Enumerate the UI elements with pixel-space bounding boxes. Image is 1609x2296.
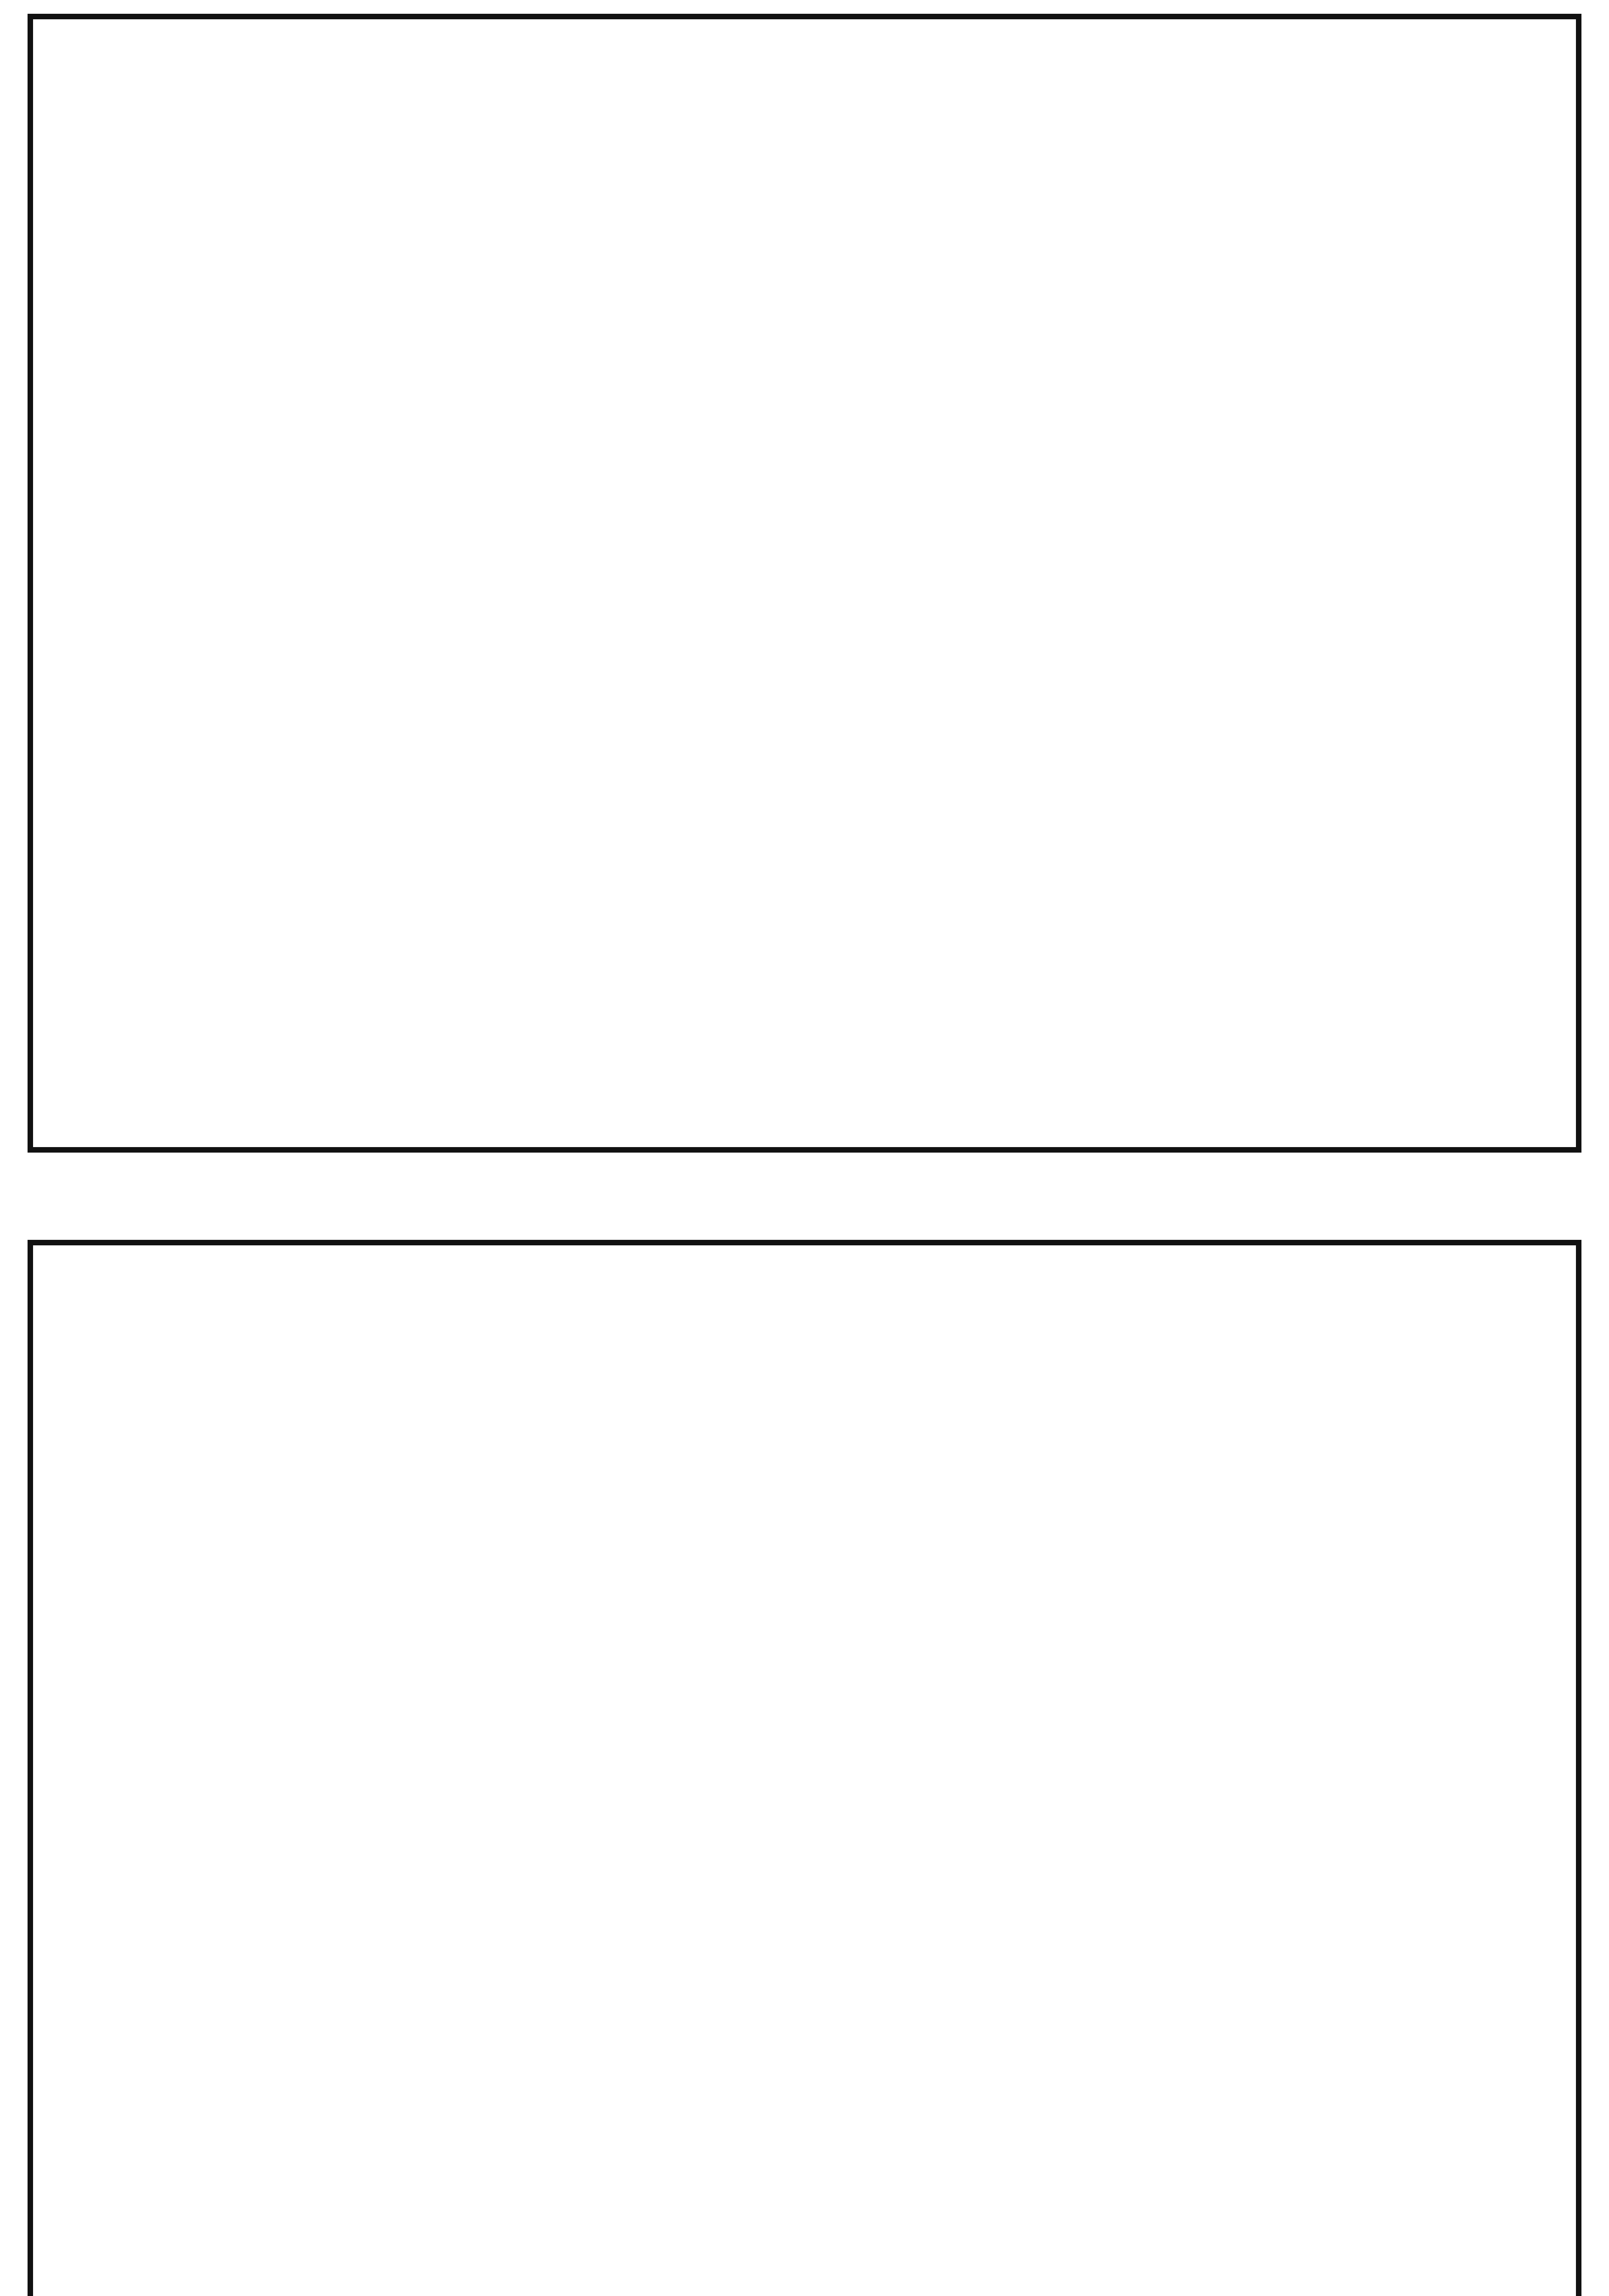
- bottom-page: [28, 1240, 1581, 2296]
- top-page: [28, 14, 1581, 1153]
